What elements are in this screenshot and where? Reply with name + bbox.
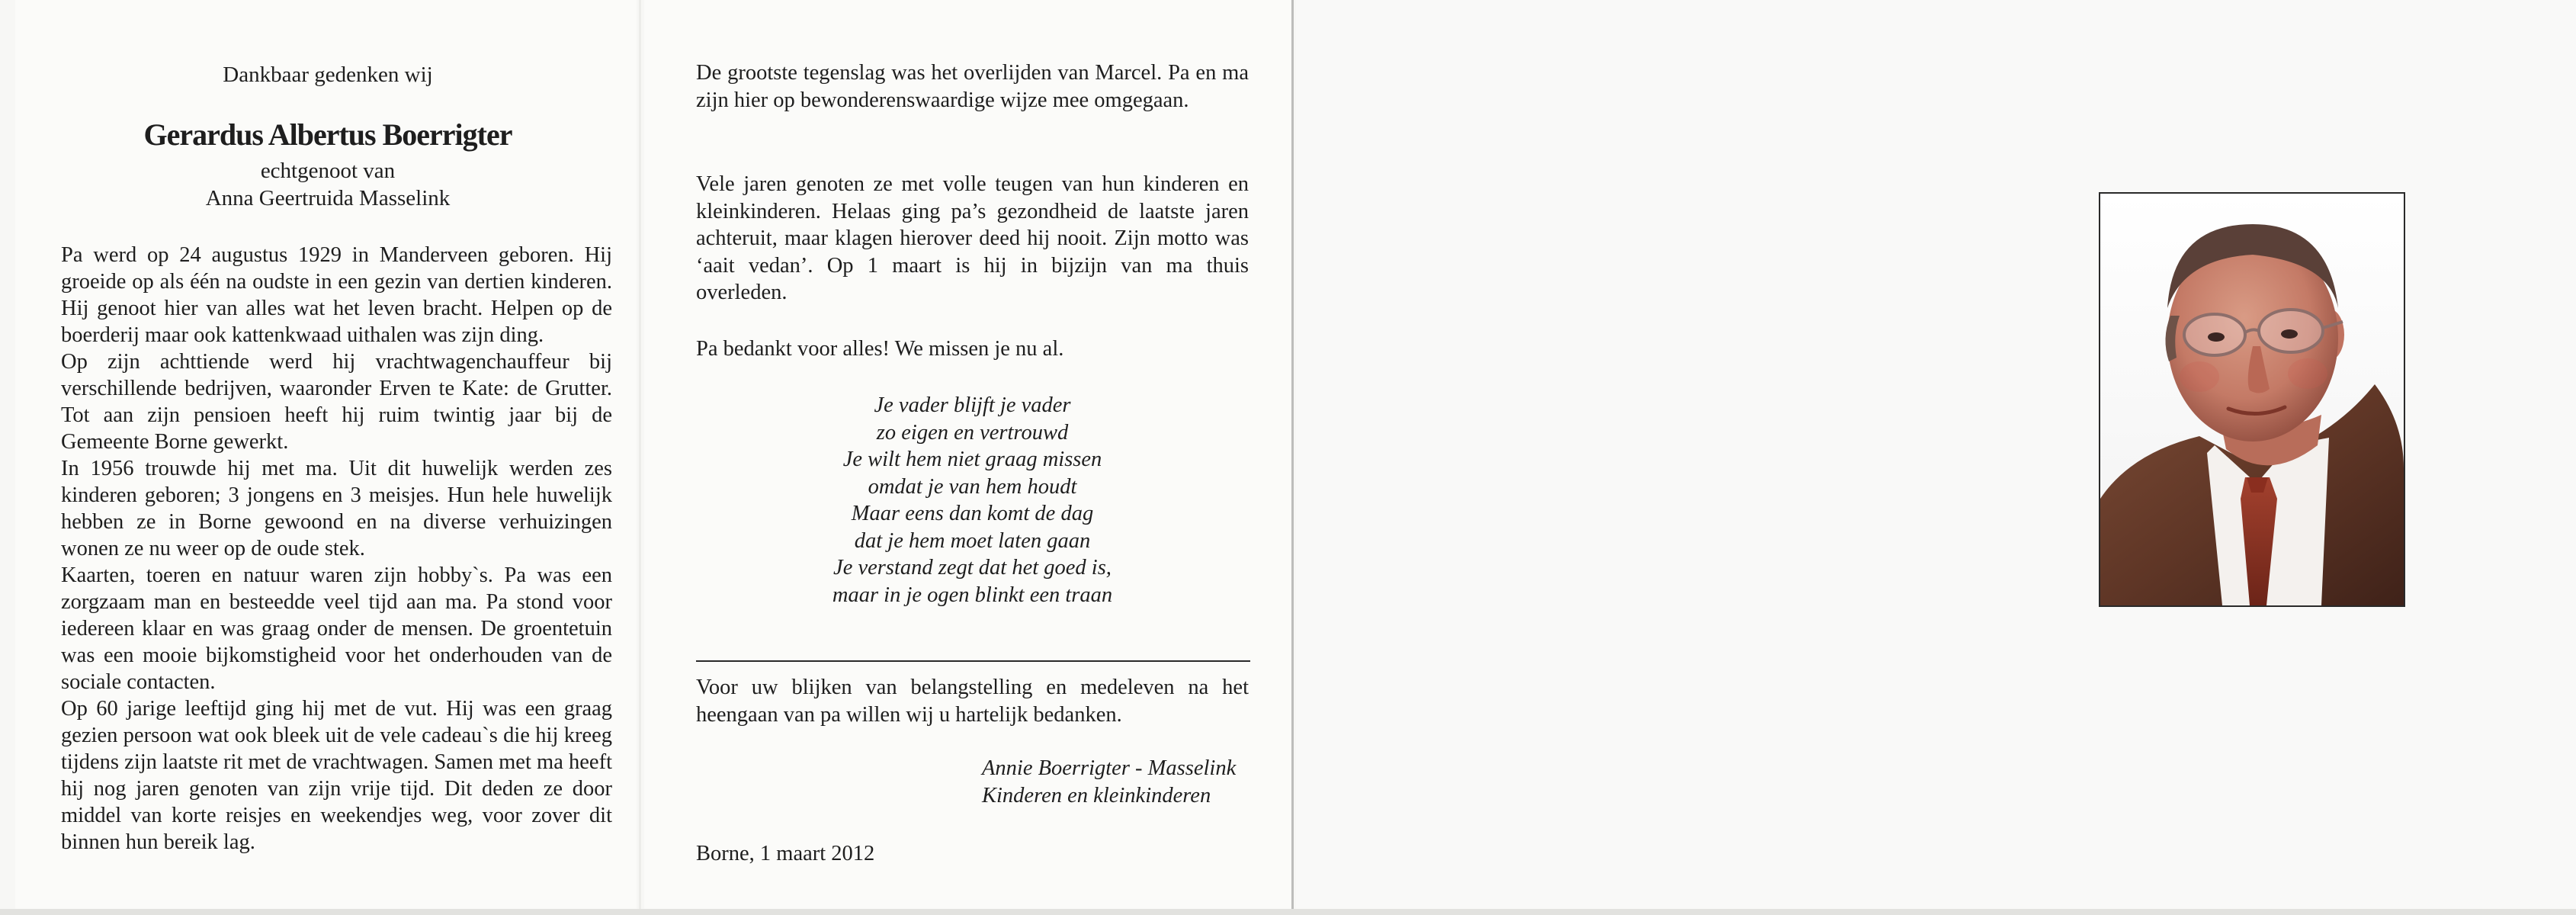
poem-line: zo eigen en vertrouwd [876, 420, 1069, 445]
poem-line: Maar eens dan komt de dag [851, 502, 1094, 525]
deceased-name: Gerardus Albertus Boerrigter [143, 117, 512, 152]
fold-line-right [1291, 0, 1294, 915]
poem-line: dat je hem moet laten gaan [854, 528, 1091, 553]
biography-paragraph-retirement: Op 60 jarige leeftijd ging hij met de vut. Hij was een graag gezien persoon wat ook bleek uit de vele cadeau`s die hij kreeg tijdens zijn laatste rit met de vrachtwagen. Samen met ma heeft hij nog jaren genoten van zijn vrije tijd. Dit deden ze door middel van korte reisjes en weekendjes weg, voor zover dit binnen hun bereik lag. [61, 697, 612, 854]
poem-line: Je verstand zegt dat het goed is, [833, 556, 1112, 580]
poem [696, 392, 1249, 608]
paragraph-farewell [696, 336, 1249, 363]
biography-paragraph-hobbies: Kaarten, toeren en natuur waren zijn hobby`s. Pa was een zorgzaam man en besteedde veel tijd aan ma. Pa stond voor iedereen klaar en was graag onder de mensen. De groentetuin was een mooie bijkomstigheid voor het onderhouden van de sociale contacten. [61, 563, 612, 694]
place-date: Borne, 1 maart 2012 [696, 842, 875, 865]
paragraph-later-years [696, 171, 1249, 307]
card-bottom-edge [0, 909, 2576, 915]
fold-line-left [639, 0, 641, 915]
portrait-photo [2099, 192, 2405, 607]
paragraph-farewell-text: Pa bedankt voor alles! We missen je nu al. [696, 337, 1064, 361]
paragraph-setback-text: De grootste tegenslag was het overlijden van Marcel. Pa en ma zijn hier op bewonderenswaardige wijze mee omgegaan. [696, 61, 1249, 112]
signature-block [982, 755, 1287, 809]
spouse-line-2: Anna Geertruida Masselink [205, 186, 451, 210]
spouse-line-1: echtgenoot van [260, 159, 396, 183]
biography [61, 242, 612, 856]
thanks-paragraph [696, 674, 1249, 728]
paragraph-later-years-text: Vele jaren genoten ze met volle teugen van hun kinderen en kleinkinderen. Helaas ging pa’s gezondheid de laatste jaren achteruit, maar klagen hierover deed hij nooit. Zijn motto was ‘aait vedan’. Op 1 maart is hij in bijzijn van ma thuis overleden. [696, 172, 1249, 304]
divider-line [696, 660, 1250, 662]
paragraph-setback [696, 59, 1249, 114]
poem-line: omdat je van hem houdt [868, 474, 1077, 499]
biography-paragraph-career: Op zijn achttiende werd hij vrachtwagenchauffeur bij verschillende bedrijven, waaronder Erven te Kate: de Grutter. Tot aan zijn pensioen heeft hij ruim twintig jaar bij de Gemeente Borne gewerkt. [61, 350, 612, 454]
spouse-block [61, 157, 595, 212]
signature-line-2: Kinderen en kleinkinderen [982, 783, 1211, 807]
portrait-illustration [2100, 194, 2404, 605]
poem-line: Je vader blijft je vader [874, 393, 1071, 417]
poem-line: Je wilt hem niet graag missen [842, 448, 1102, 471]
biography-paragraph-marriage: In 1956 trouwde hij met ma. Uit dit huwelijk werden zes kinderen geboren; 3 jongens en 3 meisjes. Hun hele huwelijk hebben ze in Borne gewoond en na diverse verhuizingen wonen ze nu weer op de oude stek. [61, 457, 612, 560]
poem-line: maar in je ogen blinkt een traan [832, 583, 1113, 607]
thanks-text: Voor uw blijken van belangstelling en medeleven na het heengaan van pa willen wij u hartelijk bedanken. [696, 676, 1249, 727]
biography-paragraph-birth: Pa werd op 24 augustus 1929 in Manderveen geboren. Hij groeide op als één na oudste in een gezin van dertien kinderen. Hij genoot hier van alles wat het leven bracht. Helpen op de boerderij maar ook kattenkwaad uithalen was zijn ding. [61, 243, 612, 347]
signature-line-1: Annie Boerrigter - Masselink [982, 756, 1237, 780]
intro-text: Dankbaar gedenken wij [223, 63, 433, 87]
